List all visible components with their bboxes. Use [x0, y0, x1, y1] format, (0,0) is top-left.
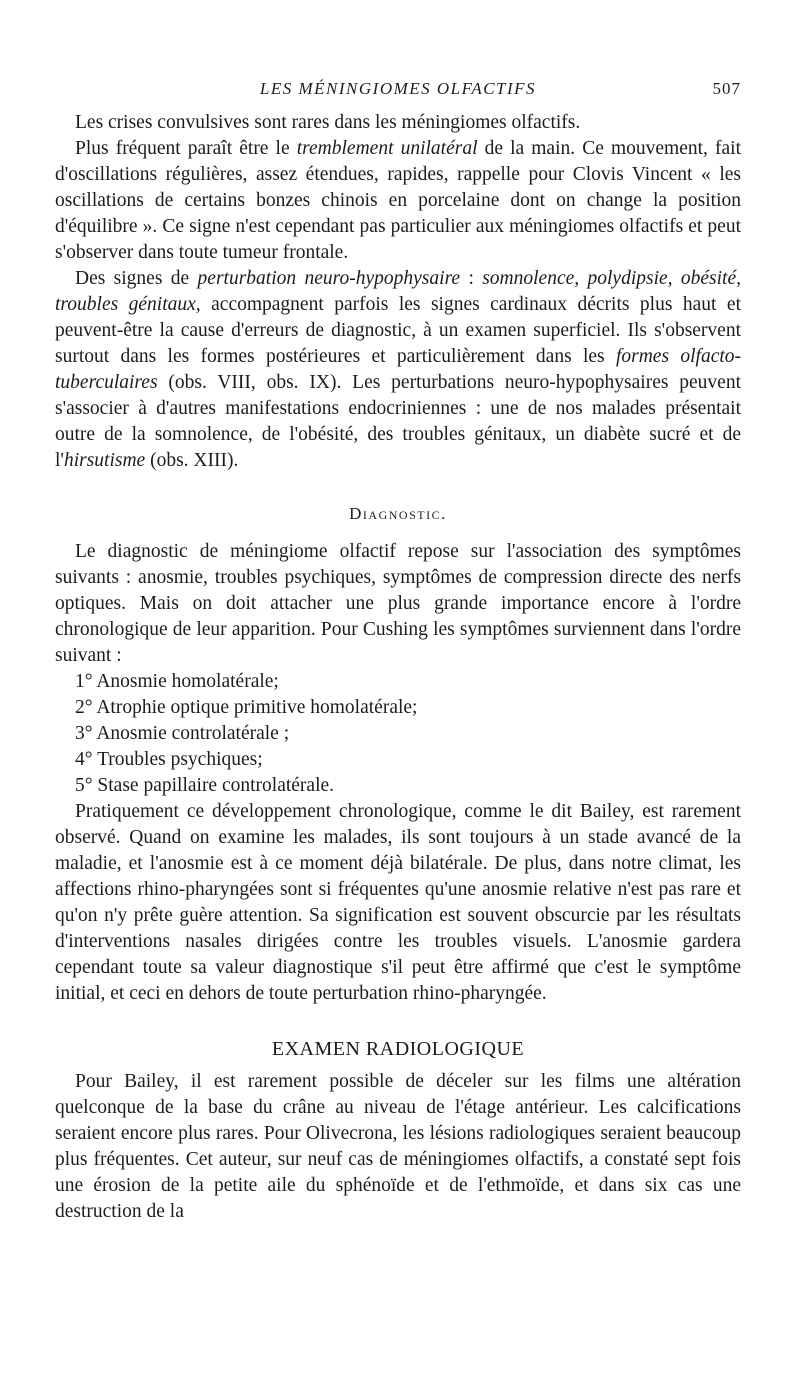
text-run: Des signes de: [75, 268, 198, 289]
paragraph-diagnostic: Le diagnostic de méningiome olfactif repose sur l'association des symptômes suivants : anosmie, troubles psychiques, symptômes de compression directe des nerfs optiques. Mais on doit attacher une plus grande importance encore à l'ordre chronologique de leur apparition. Pour Cushing les symptômes surviennent dans l'ordre suivant :: [55, 541, 741, 666]
text-run: de la main. Ce mouvement, fait d'oscillations régulières, assez étendues, rapides, rappelle pour Clovis Vincent « les oscillations de certains bonzes chinois en porcelaine dont on change la position d'équilibre ». Ce signe n'est cependant pas particulier aux méningiomes olfactifs et peut s'observer dans toute tumeur frontale.: [55, 138, 741, 263]
running-title: LES MÉNINGIOMES OLFACTIFS: [259, 79, 537, 98]
emphasis-term: formes olfacto-tuberculaires: [55, 346, 742, 393]
emphasis-term: perturbation neuro-hypophysaire: [197, 268, 461, 289]
paragraph-convulsive-crises: Les crises convulsives sont rares dans les méningiomes olfactifs.: [75, 112, 581, 133]
text-run: :: [460, 268, 483, 289]
emphasis-term: tremblement unilatéral: [296, 138, 478, 159]
list-item: 4° Troubles psychiques;: [75, 749, 263, 770]
list-item: 1° Anosmie homolatérale;: [75, 671, 279, 692]
paragraph-radiology: Pour Bailey, il est rarement possible de déceler sur les films une altération quelconque de la base du crâne au niveau de l'étage antérieur. Les calcifications seraient encore plus rares. Pour Olivecrona, les lésions radiologiques seraient beaucoup plus fréquentes. Cet auteur, sur neuf cas de méningiomes olfactifs, a constaté sept fois une érosion de la petite aile du sphénoïde et de l'ethmoïde, et dans six cas une destruction de la: [55, 1071, 741, 1222]
paragraph-chronology: Pratiquement ce développement chronologique, comme le dit Bailey, est rarement observé. Quand on examine les malades, ils sont toujours à un stade avancé de la maladie, et l'anosmie est à ce moment déjà bilatérale. De plus, dans notre climat, les affections rhino-pharyngées sont si fréquentes qu'une anosmie relative n'est pas rare et qu'on n'y prête guère attention. Sa signification est souvent obscurcie par les résultats d'interventions nasales dirigées contre les troubles visuels. L'anosmie gardera cependant toute sa valeur diagnostique s'il peut être affirmé que c'est le symptôme initial, et ceci en dehors de toute perturbation rhino-pharyngée.: [55, 801, 741, 1004]
paragraph-tremor: [55, 136, 741, 266]
emphasis-term: somnolence, polydipsie, obésité, troubles génitaux,: [55, 268, 741, 315]
text-run: (obs. VIII, obs. IX). Les perturbations neuro-hypophysaires peuvent s'associer à d'autres manifestations endocriniennes : une de nos malades présentait outre de la somnolence, de l'obésité, des troubles génitaux, un diabète sucré et de l': [55, 372, 741, 471]
list-item: 5° Stase papillaire controlatérale.: [75, 775, 335, 796]
running-header: [55, 79, 741, 103]
text-run: accompagnent parfois les signes cardinaux décrits plus haut et peuvent-être la cause d'erreurs de diagnostic, à un examen superficiel. Ils s'observent surtout dans les formes postérieures et particulièrement dans les: [55, 294, 741, 367]
paragraph-neuro-hypophyseal: [55, 266, 741, 474]
section-heading-radiology: EXAMEN RADIOLOGIQUE: [271, 1038, 525, 1060]
page-number: 507: [712, 79, 741, 98]
list-item: 3° Anosmie controlatérale ;: [75, 723, 290, 744]
list-item: 2° Atrophie optique primitive homolatérale;: [75, 697, 418, 718]
text-run: (obs. XIII).: [145, 450, 239, 471]
emphasis-term: hirsutisme: [63, 450, 146, 471]
page-body: [55, 110, 741, 1225]
text-run: Plus fréquent paraît être le: [75, 138, 297, 159]
section-heading-diagnostic: Diagnostic.: [349, 504, 447, 523]
